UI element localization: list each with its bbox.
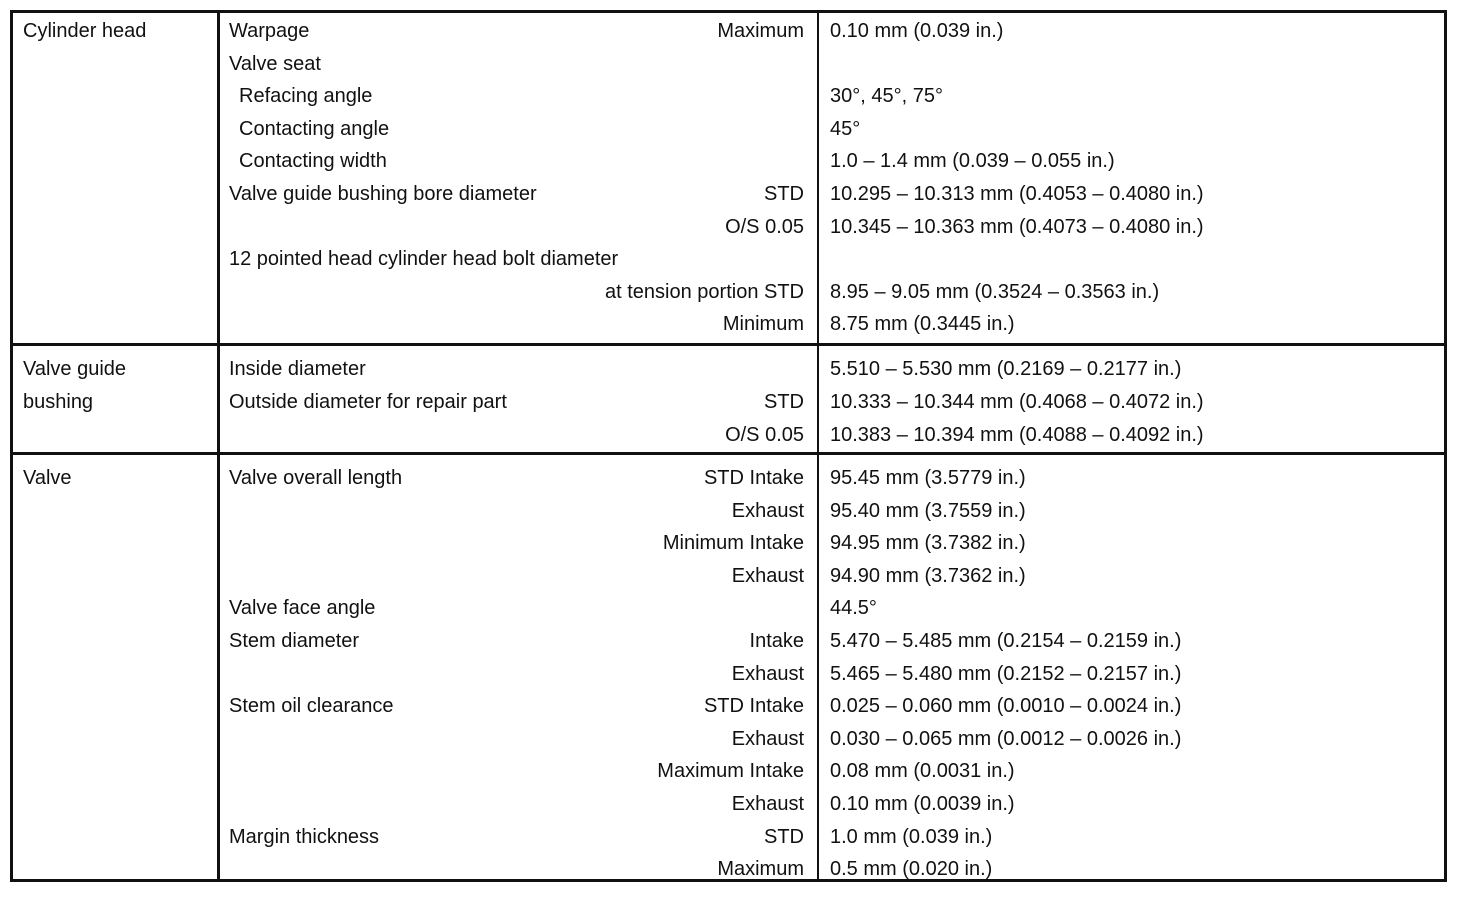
section-cylinder-head xyxy=(13,13,1444,346)
spec-value: 0.10 mm (0.0039 in.) xyxy=(830,793,1015,815)
condition-label: Maximum xyxy=(717,20,804,42)
condition-label: Minimum xyxy=(722,313,804,336)
spec-row xyxy=(13,353,1444,386)
spec-row xyxy=(13,178,1444,211)
spec-value: 95.40 mm (3.7559 in.) xyxy=(830,499,1026,522)
spec-row xyxy=(13,276,1444,309)
spec-value: 0.08 mm (0.0031 in.) xyxy=(830,760,1015,783)
spec-row xyxy=(13,625,1444,658)
item-label: Warpage xyxy=(229,20,310,42)
item-label: Valve face angle xyxy=(229,597,376,620)
item-label: Contacting width xyxy=(239,150,387,173)
spec-value: 5.470 – 5.485 mm (0.2154 – 0.2159 in.) xyxy=(830,630,1182,652)
spec-row xyxy=(13,560,1444,593)
spec-value: 0.10 mm (0.039 in.) xyxy=(830,20,1004,42)
item-label: 12 pointed head cylinder head bolt diameter xyxy=(229,248,619,271)
spec-row xyxy=(13,80,1444,113)
condition-label: Intake xyxy=(749,630,804,652)
section-valve xyxy=(13,452,1444,879)
spec-value: 1.0 mm (0.039 in.) xyxy=(830,825,993,848)
spec-row xyxy=(13,243,1444,276)
component-label: Cylinder head xyxy=(23,20,147,42)
spec-row xyxy=(13,419,1444,452)
spec-value: 44.5° xyxy=(830,597,877,620)
spec-value: 0.025 – 0.060 mm (0.0010 – 0.0024 in.) xyxy=(830,695,1182,718)
condition-label: O/S 0.05 xyxy=(725,424,804,446)
spec-table xyxy=(10,10,1447,882)
condition-label: at tension portion STD xyxy=(605,280,804,303)
spec-value: 10.345 – 10.363 mm (0.4073 – 0.4080 in.) xyxy=(830,215,1204,238)
spec-row xyxy=(13,755,1444,788)
spec-value: 5.465 – 5.480 mm (0.2152 – 0.2157 in.) xyxy=(830,662,1182,685)
spec-row xyxy=(13,386,1444,419)
condition-label: Exhaust xyxy=(731,727,804,750)
spec-value: 10.295 – 10.313 mm (0.4053 – 0.4080 in.) xyxy=(830,183,1204,205)
spec-row xyxy=(13,788,1444,821)
component-label: Valve guide bushing xyxy=(23,358,127,413)
condition-label: Maximum xyxy=(717,858,804,881)
spec-row xyxy=(13,658,1444,691)
spec-row xyxy=(13,145,1444,178)
spec-value: 45° xyxy=(830,117,861,140)
item-label: Refacing angle xyxy=(239,85,373,108)
condition-label: STD xyxy=(764,391,804,413)
spec-row xyxy=(13,690,1444,723)
condition-label: STD Intake xyxy=(703,467,804,489)
condition-label: Exhaust xyxy=(731,564,804,587)
spec-row xyxy=(13,308,1444,341)
spec-value: 0.030 – 0.065 mm (0.0012 – 0.0026 in.) xyxy=(830,727,1182,750)
condition-label: Exhaust xyxy=(731,499,804,522)
item-label: Contacting angle xyxy=(239,117,390,140)
condition-label: STD xyxy=(764,183,804,205)
condition-label: Exhaust xyxy=(731,662,804,685)
spec-value: 30°, 45°, 75° xyxy=(830,85,943,108)
spec-row xyxy=(13,113,1444,146)
item-label: Margin thickness xyxy=(229,825,380,848)
spec-value: 10.383 – 10.394 mm (0.4088 – 0.4092 in.) xyxy=(830,424,1204,446)
condition-label: STD Intake xyxy=(703,695,804,718)
condition-label: Minimum Intake xyxy=(662,532,804,555)
condition-label: O/S 0.05 xyxy=(725,215,804,238)
spec-row xyxy=(13,48,1444,81)
spec-value: 10.333 – 10.344 mm (0.4068 – 0.4072 in.) xyxy=(830,391,1204,413)
spec-value: 95.45 mm (3.5779 in.) xyxy=(830,467,1026,489)
condition-label: STD xyxy=(764,825,804,848)
spec-row xyxy=(13,495,1444,528)
spec-value: 0.5 mm (0.020 in.) xyxy=(830,858,993,881)
spec-value: 8.75 mm (0.3445 in.) xyxy=(830,313,1015,336)
spec-value: 94.90 mm (3.7362 in.) xyxy=(830,564,1026,587)
spec-row xyxy=(13,211,1444,244)
item-label: Valve overall length xyxy=(229,467,403,489)
spec-row xyxy=(13,462,1444,495)
spec-row xyxy=(13,527,1444,560)
item-label: Valve seat xyxy=(229,52,321,75)
item-label: Valve guide bushing bore diameter xyxy=(229,183,537,205)
item-label: Stem diameter xyxy=(229,630,360,652)
spec-row xyxy=(13,723,1444,756)
item-label: Inside diameter xyxy=(229,358,366,380)
spec-row xyxy=(13,821,1444,854)
condition-label: Exhaust xyxy=(731,793,804,815)
spec-row xyxy=(13,15,1444,48)
item-label: Stem oil clearance xyxy=(229,695,394,718)
component-label: Valve xyxy=(23,467,72,489)
section-valve-guide-bushing xyxy=(13,343,1444,455)
spec-value: 1.0 – 1.4 mm (0.039 – 0.055 in.) xyxy=(830,150,1115,173)
item-label: Outside diameter for repair part xyxy=(229,391,507,413)
spec-row xyxy=(13,853,1444,886)
spec-value: 94.95 mm (3.7382 in.) xyxy=(830,532,1026,555)
spec-value: 5.510 – 5.530 mm (0.2169 – 0.2177 in.) xyxy=(830,358,1182,380)
condition-label: Maximum Intake xyxy=(657,760,804,783)
spec-row xyxy=(13,592,1444,625)
spec-value: 8.95 – 9.05 mm (0.3524 – 0.3563 in.) xyxy=(830,280,1160,303)
